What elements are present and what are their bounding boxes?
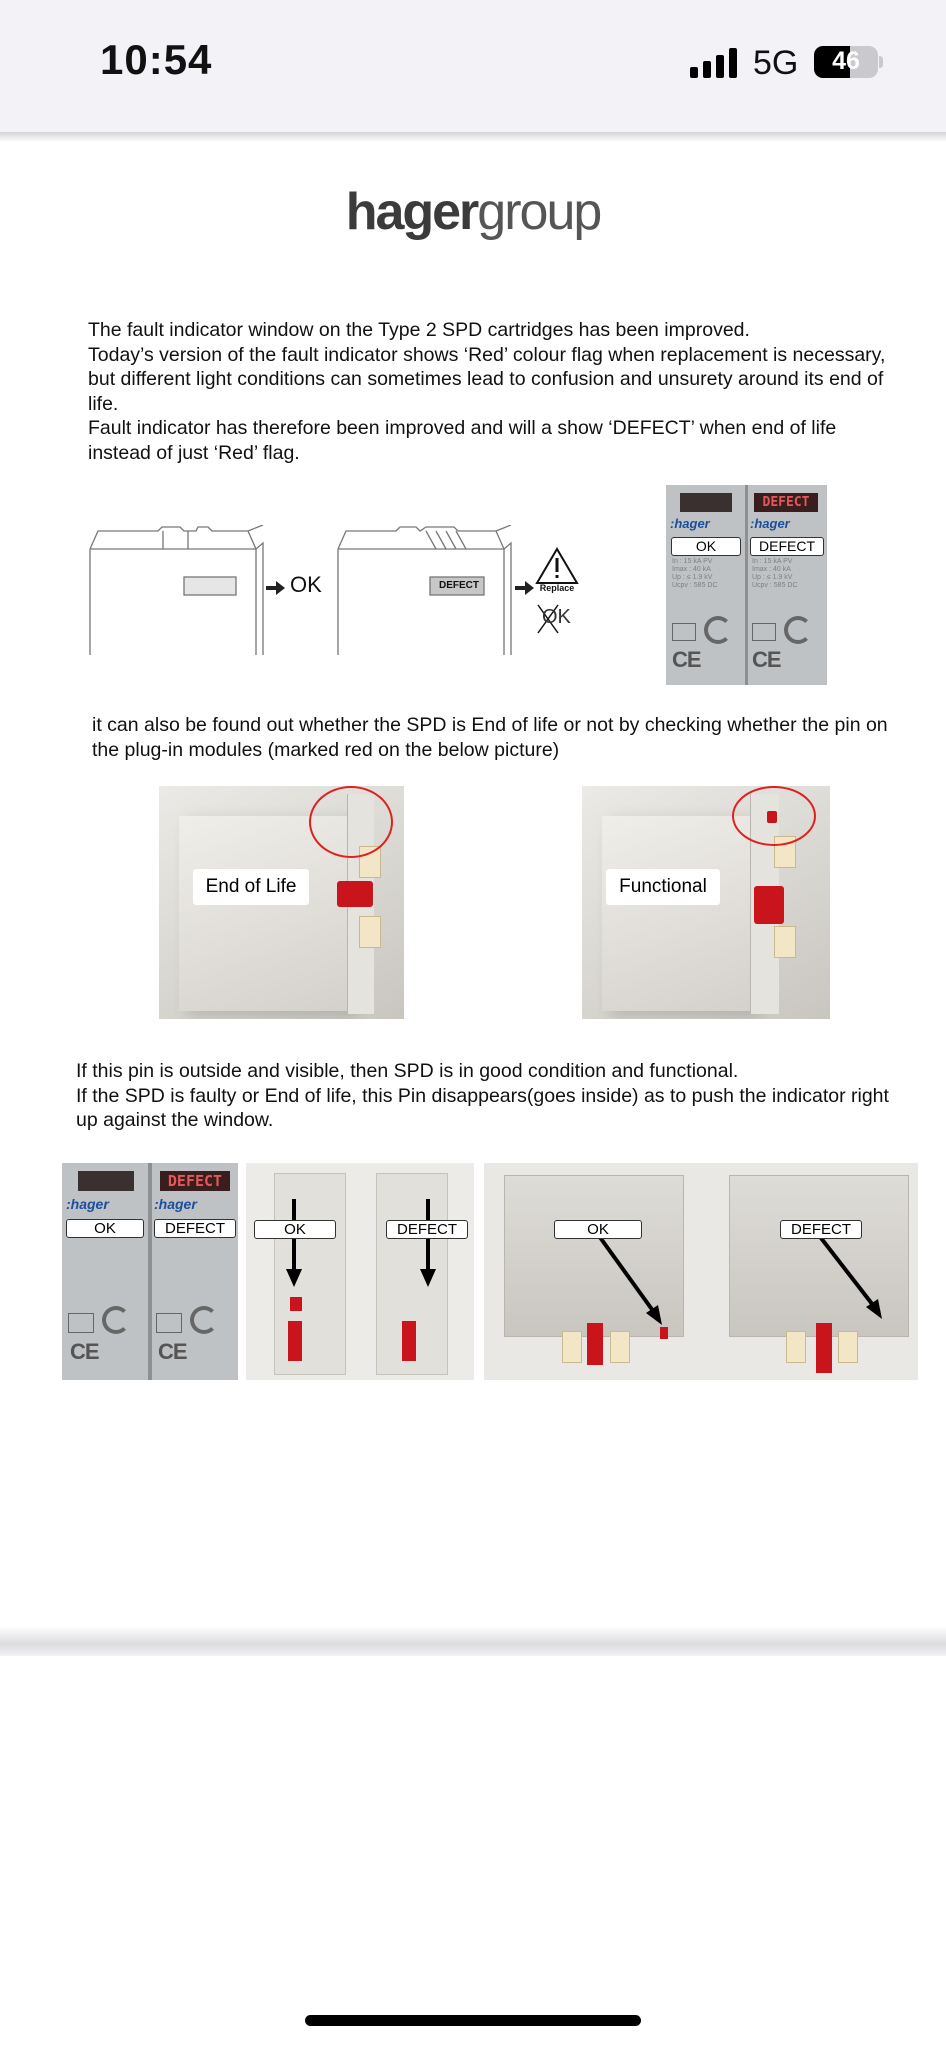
ce-mark: CE xyxy=(158,1339,187,1364)
ok-label-box: OK xyxy=(554,1220,642,1239)
comparison-photo-pins xyxy=(246,1163,474,1380)
comparison-photo-side xyxy=(484,1163,918,1380)
red-tab xyxy=(337,881,373,907)
module-gap xyxy=(745,485,748,685)
ce-mark: CE xyxy=(672,647,701,672)
logo-group: group xyxy=(477,183,601,241)
defect-window: DEFECT xyxy=(160,1171,230,1191)
red-tab xyxy=(754,886,784,924)
end-of-life-label: End of Life xyxy=(193,869,309,905)
condition-line-1: If this pin is outside and visible, then SPD is in good condition and functional. xyxy=(76,1060,739,1082)
home-indicator[interactable] xyxy=(305,2015,641,2026)
intro-line-2: Today’s version of the fault indicator shows ‘Red’ colour flag when replacement is necessary, but different light conditions can sometimes lead to confusion and unsurety around its end of life. xyxy=(88,343,886,415)
status-time: 10:54 xyxy=(100,36,213,83)
kema-mark-ok xyxy=(68,1313,94,1333)
ok-label-box: OK xyxy=(66,1219,144,1238)
intro-line-3: Fault indicator has therefore been improved and will a show ‘DEFECT’ when end of life instead of just ‘Red’ flag. xyxy=(88,417,837,464)
network-type: 5G xyxy=(753,44,799,82)
replace-label: Replace xyxy=(539,583,575,593)
kema-mark-ok xyxy=(672,623,696,641)
functional-photo xyxy=(582,786,830,1019)
intro-line-1: The fault indicator window on the Type 2 SPD cartridges has been improved. xyxy=(88,319,750,341)
ce-mark: CE xyxy=(752,647,781,672)
hager-brand-ok: :hager xyxy=(670,516,710,531)
contact-bottom xyxy=(359,916,381,948)
defect-label-box: DEFECT xyxy=(154,1219,236,1238)
defect-label-box: DEFECT xyxy=(750,537,824,556)
pin-paragraph: it can also be found out whether the SPD is End of life or not by checking whether the pin on the plug-in modules (marked red on the below picture) xyxy=(92,714,888,761)
battery-level: 46 xyxy=(832,47,860,75)
module-body xyxy=(602,816,752,1011)
module-gap xyxy=(148,1163,152,1380)
cartridge-drawings xyxy=(88,525,588,660)
hager-brand-defect: :hager xyxy=(750,516,790,531)
functional-label: Functional xyxy=(606,869,720,905)
kema-mark-defect xyxy=(752,623,776,641)
condition-paragraph xyxy=(76,1059,896,1133)
cert-logo-icon xyxy=(784,616,812,644)
cert-logo-icon xyxy=(190,1306,218,1334)
end-of-life-photo xyxy=(159,786,404,1019)
hagergroup-logo xyxy=(0,182,946,242)
toolbar-divider xyxy=(0,132,946,142)
ok-label-box: OK xyxy=(254,1220,336,1239)
battery-icon xyxy=(814,46,878,78)
hager-brand-ok: :hager xyxy=(66,1196,109,1212)
signal-icon xyxy=(690,48,740,78)
spec-text-defect: In : 15 kA PV Imax : 40 kA Up : ≤ 1.9 kV Ucpv : 585 DC xyxy=(752,558,798,589)
arrows-svg xyxy=(484,1163,918,1380)
ok-label-box: OK xyxy=(671,537,741,556)
highlight-ring xyxy=(732,786,816,846)
contact-bottom xyxy=(774,926,796,958)
ok-window xyxy=(680,493,732,512)
drawing-defect-window: DEFECT xyxy=(439,580,479,591)
defect-label-box: DEFECT xyxy=(386,1220,468,1239)
hager-brand-defect: :hager xyxy=(154,1196,197,1212)
defect-label-box: DEFECT xyxy=(780,1220,862,1239)
cartridge-drawings-svg xyxy=(88,525,588,660)
crossed-ok-label: OK xyxy=(542,606,571,628)
intro-paragraph xyxy=(88,318,888,465)
page-end-divider xyxy=(0,1626,946,1656)
logo-hager: hager xyxy=(345,183,478,241)
condition-line-2: If the SPD is faulty or End of life, this Pin disappears(goes inside) as to push the indicator right up against the window. xyxy=(76,1084,889,1131)
drawing-ok-label: OK xyxy=(290,572,322,597)
kema-mark-defect xyxy=(156,1313,182,1333)
cert-logo-icon xyxy=(704,616,732,644)
spec-text-ok: In : 15 kA PV Imax : 40 kA Up : ≤ 1.9 kV Ucpv : 585 DC xyxy=(672,558,718,589)
cert-logo-icon xyxy=(102,1306,130,1334)
defect-window: DEFECT xyxy=(754,493,818,512)
arrows-svg xyxy=(246,1163,474,1380)
spd-modules-photo xyxy=(666,485,827,685)
comparison-photo-labels xyxy=(62,1163,238,1380)
battery-tip xyxy=(879,56,883,68)
ce-mark: CE xyxy=(70,1339,99,1364)
highlight-ring xyxy=(309,786,393,858)
ok-window xyxy=(78,1171,134,1191)
